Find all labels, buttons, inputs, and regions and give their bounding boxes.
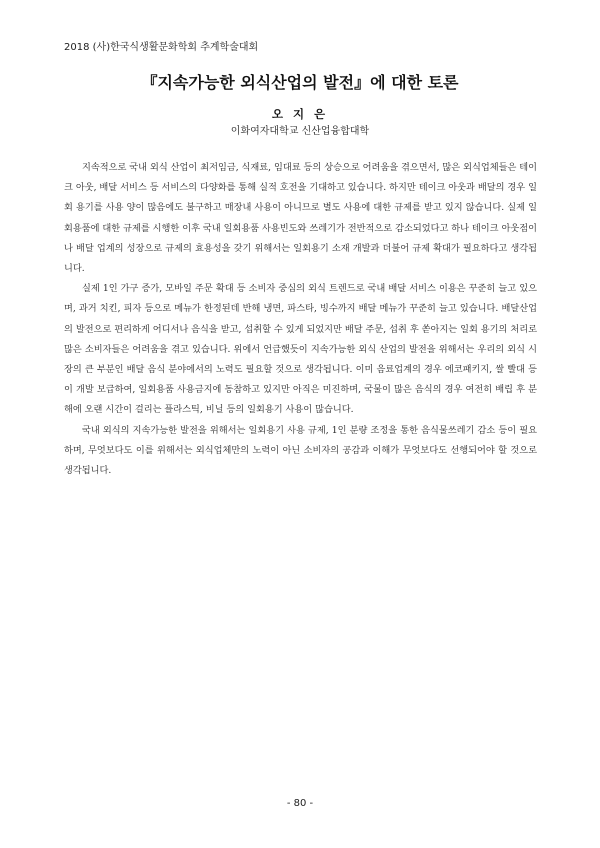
paragraph-2: 실제 1인 가구 증가, 모바일 주문 확대 등 소비자 중심의 외식 트렌드로 국내 배달 서비스 이용은 꾸준히 늘고 있으며, 과거 치킨, 피자 등으로 메뉴가 한정된데 반해 냉면, 파스타, 빙수까지 배달 메뉴가 꾸준히 늘고 있습니다. 배달산업의 발전으로 편리하게 어디서나 음식을 받고, 섭취할 수 있게 되었지만 배달 주문, 섭취 후 쏟아지는 일회 용기의 처리로 많은 소비자들은 어려움을 겪고 있습니다. 위에서 언급했듯이 지속가능한 외식 산업의 발전을 위해서는 우리의 외식 시장의 큰 부분인 배달 음식 분야에서의 노력도 필요할 것으로 생각됩니다. 이미 음료업계의 경우 에코패키지, 쌀 빨대 등이 개발 보급하여, 일회용품 사용금지에 동참하고 있지만 아직은 미진하며, 국물이 많은 음식의 경우 여전히 배립 후 분해에 오랜 시간이 걸리는 플라스틱, 비닐 등의 일회용기 사용이 많습니다. [64,283,537,416]
paragraph-3: 국내 외식의 지속가능한 발전을 위해서는 일회용기 사용 규제, 1인 분량 조정을 통한 음식물쓰레기 감소 등이 필요하며, 무엇보다도 이를 위해서는 외식업체만의 노력이 아닌 소비자의 공감과 이해가 무엇보다도 선행되어야 할 것으로 생각됩니다. [64,424,537,477]
paragraph-1: 지속적으로 국내 외식 산업이 최저임금, 식재료, 임대료 등의 상승으로 어려움을 겪으면서, 많은 외식업체들은 테이크 아웃, 배달 서비스 등 서비스의 다양화를 통해 실적 호전을 기대하고 있습니다. 하지만 테이크 아웃과 배달의 경우 일회 용기를 사용 양이 많음에도 불구하고 매장내 사용이 아니므로 별도 사용에 대한 규제를 받고 있지 않습니다. 실제 일회용품에 대한 규제를 시행한 이후 국내 일회용품 사용빈도와 쓰레기가 전반적으로 감소되었다고 하나 테이크 아웃점이나 배달 업계의 성장으로 규제의 효용성을 갖기 위해서는 일회용기 소재 개발과 더불어 규제 확대가 필요하다고 생각됩니다. [64,162,537,275]
body-text [64,158,537,481]
conference-header: 2018 (사)한국식생활문화학회 추계학술대회 [64,42,259,53]
author-name: 오 지 은 [271,107,329,121]
page-number: - 80 - [286,798,314,809]
author-affiliation: 이화여자대학교 신산업융합대학 [230,126,370,137]
page-title: 『지속가능한 외식산업의 발전』에 대한 토론 [141,73,459,92]
